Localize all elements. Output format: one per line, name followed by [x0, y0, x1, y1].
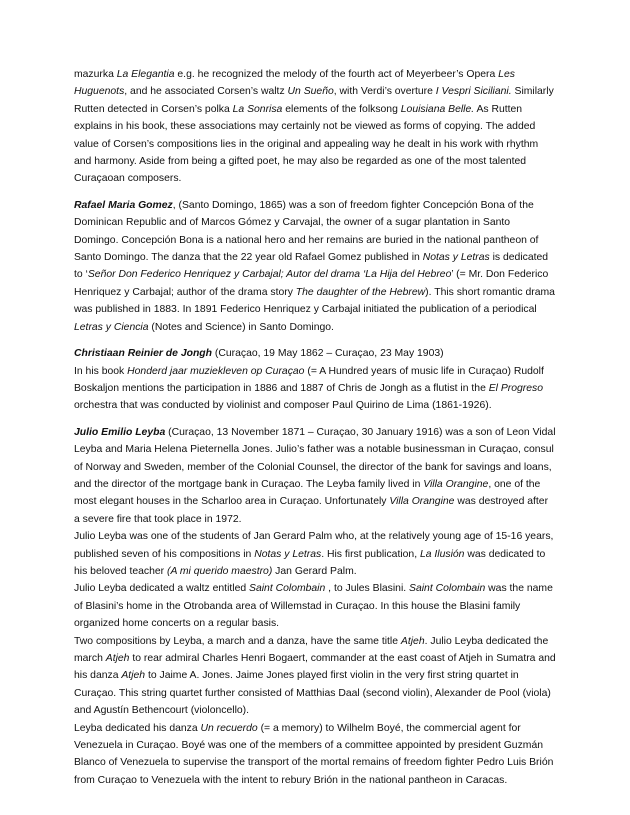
- paragraph-leyba-atjeh: [74, 633, 556, 720]
- text: Two compositions by Leyba, a march and a danza, have the same title: [74, 635, 401, 647]
- title-la-sonrisa: La Sonrisa: [232, 103, 283, 115]
- text: is dedicated to ‘: [74, 252, 549, 281]
- title-villa-orangine: Villa Orangine: [389, 496, 455, 508]
- paragraph-gomez: [74, 197, 556, 336]
- title-el-progreso: El Progreso: [488, 382, 544, 394]
- paragraph-corsen: [74, 66, 556, 188]
- text: (= A Hundred years of music life in Curaçao) Rudolf Boskaljon mentions the participation in 1886 and 1887 of Chris de Jongh as a flutist in the: [74, 365, 544, 394]
- text: Julio Leyba was one of the students of Jan Gerard Palm who, at the relatively young age of 15-16 years, published seven of his compositions in: [74, 531, 554, 560]
- paragraph-leyba-boye: [74, 720, 556, 790]
- title-notas-y-letras: Notas y Letras: [254, 548, 322, 560]
- title-saint-colombain: Saint Colombain: [409, 583, 486, 595]
- title-i-vespri-siciliani: I Vespri Siciliani.: [435, 86, 512, 98]
- text: . His first publication,: [321, 548, 420, 560]
- text: Similarly Rutten detected in Corsen’s polka: [74, 86, 554, 115]
- text: (Curaçao, 13 November 1871 – Curaçao, 30 January 1916) was a son of Leon Vidal Leyba and Maria Helena Pieternella Jones. Julio’s father was a notable businessman in Curaçao, consul of Norway and Sweden, member of the Colonial Counsel, the director of the bank for savings and loans, and the director of the mortgage bank in Curaçao. The Leyba family lived in: [74, 426, 556, 490]
- text: Jan Gerard Palm.: [272, 565, 357, 577]
- text: , one of the most elegant houses in the Scharloo area in Curaçao. Unfortunately: [74, 478, 541, 508]
- text: ). This short romantic drama was published in 1883. In 1891 Federico Henriquez y Carbajal initiated the publication of a periodical: [74, 286, 555, 316]
- text: e.g. he recognized the melody of the fourth act of Meyerbeer’s Opera: [174, 69, 499, 80]
- text: , with Verdi’s overture: [333, 86, 436, 98]
- title-notas-y-letras: Notas y Letras: [422, 252, 490, 264]
- text: . Julio Leyba dedicated the march: [74, 635, 549, 664]
- text: , (Santo Domingo, 1865) was a son of freedom fighter Concepción Bona of the Dominican Republic and of Marcos Gómez y Carvajal, the owner of a sugar plantation in Santo Domingo. Concepción Bona is a national hero and her remains are buried in the national pantheon of Santo Domingo. The danza that the 22 year old Rafael Gomez published in: [74, 199, 539, 264]
- text: Julio Leyba dedicated a waltz entitled: [74, 583, 250, 595]
- dedication-text: Señor Don Federico Henriquez y Carbajal; Autor del drama ‘La Hija del Hebreo: [87, 269, 452, 281]
- composer-name: Christiaan Reinier de Jongh: [74, 348, 212, 360]
- text: In his book: [74, 365, 128, 377]
- paragraph-leyba: [74, 424, 556, 528]
- text: elements of the folksong: [282, 103, 401, 115]
- title-louisiana-belle: Louisiana Belle.: [400, 103, 475, 115]
- text: was dedicated to his beloved teacher: [74, 548, 546, 577]
- text: orchestra that was conducted by violinist and composer Paul Quirino de Lima (1861-1926).: [74, 400, 492, 412]
- title-les-huguenots: Les Huguenots: [74, 69, 515, 98]
- text: ’ (= Mr. Don Federico Henriquez y Carbajal; author of the drama story: [74, 269, 549, 298]
- text: , and he associated Corsen’s waltz: [124, 86, 288, 98]
- title-un-sueno: Un Sueño: [287, 86, 334, 98]
- title-saint-colombain: Saint Colombain: [249, 583, 326, 595]
- text: was destroyed after a severe fire that took place in 1972.: [74, 496, 549, 525]
- title-honderd-jaar: Honderd jaar muziekleven op Curaçao: [127, 365, 305, 377]
- document-page: [74, 66, 556, 789]
- title-daughter-of-the-hebrew: The daughter of the Hebrew: [295, 286, 426, 298]
- paragraph-de-jongh-heading: [74, 345, 556, 362]
- text: (= a memory) to Wilhelm Boyé, the commercial agent for Venezuela in Curaçao. Boyé was one of the members of a committee appointed by president Guzmán Blanco of Venezuela to supervise the transport of the mortal remains of freedom fighter Pedro Luis Brión from Curaçao to Venezuela with the intent to rebury Brión in the national pantheon in Caracas.: [74, 722, 554, 786]
- title-un-recuerdo: Un recuerdo: [200, 722, 258, 734]
- text: to Jaime A. Jones. Jaime Jones played first violin in the very first string quartet in Curaçao. This string quartet further consisted of Matthias Daal (second violin), Alexander de Pool (viola) and Agustín Bethencourt (violoncello).: [74, 670, 551, 717]
- text: was the name of Blasini’s home in the Otrobanda area of Willemstad in Curaçao. In this house the Blasini family organized home concerts on a regular basis.: [74, 583, 553, 630]
- composer-name: Julio Emilio Leyba: [74, 426, 166, 438]
- paragraph-de-jongh: [74, 363, 556, 415]
- title-atjeh: Atjeh: [400, 635, 425, 647]
- dedication-text: (A mi querido maestro): [167, 565, 273, 577]
- paragraph-leyba-blasini: [74, 580, 556, 632]
- title-la-ilusion: La Ilusión: [419, 548, 465, 560]
- composer-name: Rafael Maria Gomez: [74, 199, 173, 211]
- text: (Curaçao, 19 May 1862 – Curaçao, 23 May 1903): [212, 348, 444, 360]
- title-atjeh: Atjeh: [105, 653, 130, 664]
- title-atjeh: Atjeh: [121, 670, 146, 682]
- text: Leyba dedicated his danza: [74, 722, 201, 734]
- paragraph-leyba-palm: [74, 528, 556, 580]
- text: to rear admiral Charles Henri Bogaert, commander at the east coast of Atjeh in Sumatra and his danza: [74, 653, 556, 682]
- text: As Rutten explains in his book, these associations may certainly not be viewed as forms of copying. The added value of Corsen’s compositions lies in the original and appealing way he dealt in his work with rhythm and harmony. Aside from being a gifted poet, he may also be regarded as one of the most talented Curaçaoan composers.: [74, 103, 539, 185]
- text: mazurka: [74, 69, 117, 80]
- text: (Notes and Science) in Santo Domingo.: [148, 321, 334, 333]
- title-la-elegantia: La Elegantia: [116, 69, 175, 80]
- text: , to Jules Blasini.: [325, 583, 410, 595]
- title-letras-y-ciencia: Letras y Ciencia: [74, 321, 149, 333]
- title-villa-orangine: Villa Orangine: [423, 478, 489, 490]
